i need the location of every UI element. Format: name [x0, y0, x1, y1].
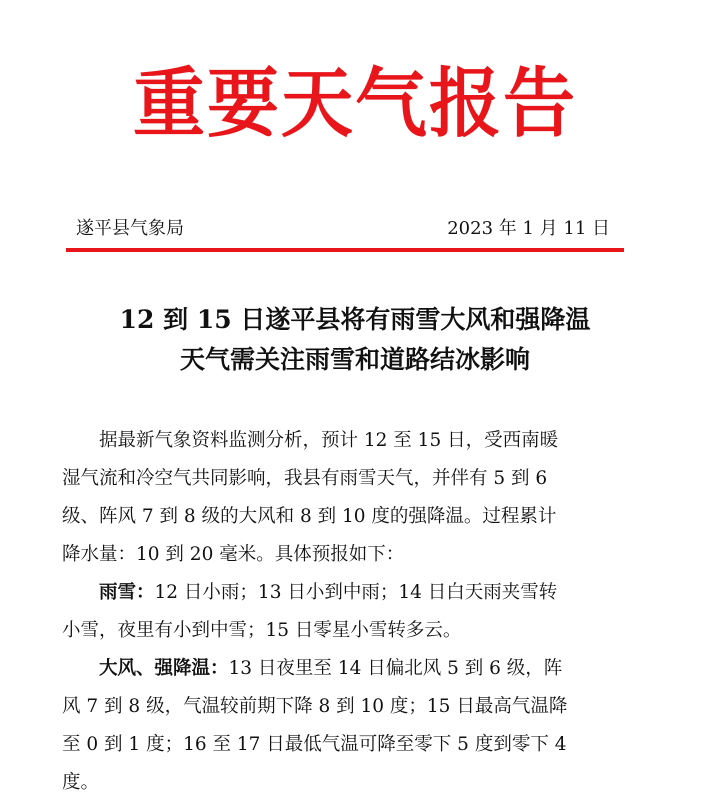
rain-snow-text-1: 12 日小雨；13 日小到中雨；14 日白天雨夹雪转: [154, 582, 558, 603]
intro-line-2: 湿气流和冷空气共同影响，我县有雨雪天气，并伴有 5 到 6: [62, 468, 548, 489]
wind-cooling-text-1: 13 日夜里至 14 日偏北风 5 到 6 级，阵: [228, 658, 563, 679]
wind-cooling-line-1: [62, 650, 652, 688]
intro-line-4: 降水量：10 到 20 毫米。具体预报如下：: [62, 544, 405, 565]
wind-cooling-label: 大风、强降温：: [62, 658, 229, 679]
red-divider-line: [66, 248, 624, 252]
wind-cooling-line-2: 风 7 到 8 级，气温较前期下降 8 到 10 度；15 日最高气温降: [62, 696, 568, 717]
rain-snow-label: 雨雪：: [62, 582, 155, 603]
wind-cooling-line-3: 至 0 到 1 度；16 至 17 日最低气温可降至零下 5 度到零下 4: [62, 734, 567, 755]
wind-cooling-line-4: 度。: [62, 772, 100, 793]
intro-line-3: 级、阵风 7 到 8 级的大风和 8 到 10 度的强降温。过程累计: [62, 506, 557, 527]
report-body: [62, 422, 652, 802]
masthead-title: 重要天气报告: [132, 57, 577, 148]
headline-line-1: 12 到 15 日遂平县将有雨雪大风和强降温: [119, 305, 591, 334]
headline-line-2: 天气需关注雨雪和道路结冰影响: [179, 345, 530, 374]
rain-snow-line-2: 小雪，夜里有小到中雪；15 日零星小雪转多云。: [62, 620, 462, 641]
rain-snow-line-1: [62, 574, 652, 612]
headline: [40, 300, 670, 380]
issuer-name: 遂平县气象局: [76, 218, 184, 239]
issue-date: 2023 年 1 月 11 日: [447, 218, 610, 239]
intro-line-1: 据最新气象资料监测分析，预计 12 至 15 日，受西南暖: [62, 430, 559, 451]
